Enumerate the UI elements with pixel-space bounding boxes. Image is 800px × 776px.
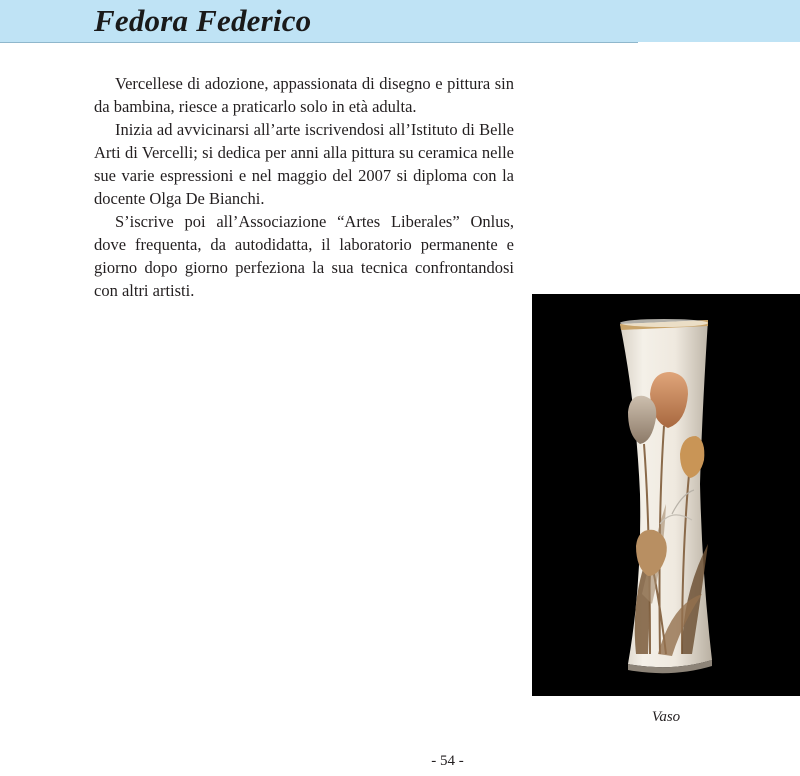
header-rule: [0, 42, 638, 43]
paragraph-1: Vercellese di adozione, appassionata di disegno e pittura sin da bambina, riesce a praticarlo solo in età adulta.: [94, 74, 514, 116]
paragraph-2: Inizia ad avvicinarsi all’arte iscrivendosi all’Istituto di Belle Arti di Vercelli; si dedica per anni alla pittura su ceramica nelle sue varie espressioni e nel maggio del 2007 si diploma con la docente Olga De Bianchi.: [94, 120, 514, 208]
photo-caption: Vaso: [651, 709, 681, 725]
paragraph-3: S’iscrive poi all’Associazione “Artes Liberales” Onlus, dove frequenta, da autodidatta, il laboratorio permanente e giorno dopo giorno perfeziona la sua tecnica confrontandosi con altri artisti.: [94, 212, 514, 300]
vase-photo: [532, 294, 800, 696]
article-body: [94, 72, 514, 302]
page-title: Fedora Federico: [94, 3, 312, 38]
page-number: - 54 -: [431, 753, 464, 769]
vase-shape: [620, 320, 712, 667]
